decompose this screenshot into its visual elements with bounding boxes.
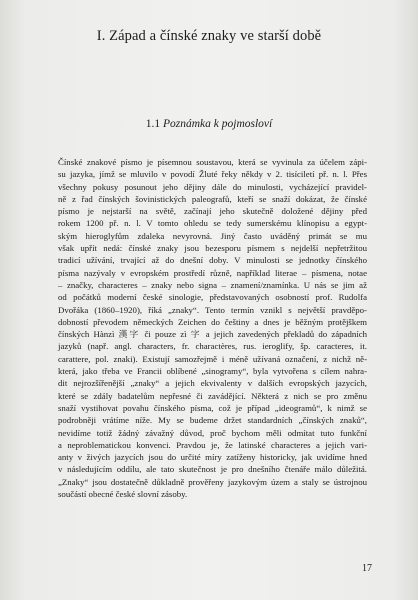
- text-line: které se zdály badatelům nepřesné či zavádějící. Některá z nich se pro změnu: [58, 390, 367, 401]
- text-line: všechny pokusy posunout jeho dějiny dále do minulosti, vycházející pravidel-: [58, 181, 367, 192]
- text-line: su jazyka, jímž se mluvilo v povodí Žluté řeky někdy v 2. tisíciletí př. n. l. Přes: [58, 169, 367, 180]
- text-line: od počátků moderní české sinologie, představovaných osobností prof. Rudolfa: [58, 292, 367, 303]
- text-line: čínských Hànzì 漢字 či pouze zì 字 a jejich zavedených překladů do západních: [58, 329, 367, 340]
- text-line: Dvořáka (1860–1920), říká „znaky“. Tento termín vznikl s největší pravděpo-: [58, 304, 367, 315]
- text-line: však upřít nedá: čínské znaky jsou bezesporu písmem s nejdelší nepřetržitou: [58, 243, 367, 254]
- text-line: – značky, characteres – znaky nebo signa – znamení/znamínka. U nás se jim až: [58, 279, 367, 290]
- text-line: v následujícím oddílu, ale tato skutečnost je pro dnešního čtenáře málo důležitá.: [58, 464, 367, 475]
- text-line: anty v živých jazycích jsou do určité míry zatíženy historicky, jak uvidíme hned: [58, 452, 367, 463]
- text-line: nevidíme totiž žádný závažný důvod, proč bychom měli odmítat tuto funkční: [58, 427, 367, 438]
- text-line: ským hieroglyfům zdaleka nevyrovná. Jiný často uváděný primát se mu: [58, 230, 367, 241]
- text-line: carattere, pol. znaki). Existují samozřejmě i méně užívaná označení, z nichž ně-: [58, 353, 367, 364]
- page-number: 17: [362, 563, 372, 574]
- text-line: písmo je nejstarší na světě, začínají jeho skutečně doložené dějiny před: [58, 206, 367, 217]
- text-line: rokem 1200 př. n. l. V tomto ohledu se tedy sumerskému klínopisu a egypt-: [58, 218, 367, 229]
- text-line: „Znaky“ jsou dostatečně důkladně prověřeny jazykovým územ a staly se ústrojnou: [58, 476, 367, 487]
- chapter-title: I. Západ a čínské znaky ve starší době: [96, 28, 322, 44]
- text-line: podrobněji vrátíme níže. My se budeme držet standardních „čínských znaků“,: [58, 415, 367, 426]
- section-title: Poznámka k pojmosloví: [163, 118, 273, 130]
- text-line: tradicí užívání, trvající až do dnešní doby. V minulosti se jednotky čínského: [58, 255, 367, 266]
- text-line: dobností převodem německých Zeichen do češtiny a dnes je běžným protějškem: [58, 316, 367, 327]
- section-heading: [0, 118, 418, 130]
- text-line: ně z řad čínských šovinistických paleografů, kteří se snaží dokázat, že čínské: [58, 193, 367, 204]
- text-line: a neproblematickou konvenci. Pravdou je, že latinské characteres a jejich vari-: [58, 439, 367, 450]
- text-line: která, jako třeba ve Francii oblíbené „sinogramy“, byla vytvořena s cílem nahra-: [58, 366, 367, 377]
- text-line: dit nejrozšířenější „znaky“ a jejich ekvivalenty v dalších evropských jazycích,: [58, 378, 367, 389]
- text-line: Čínské znakové písmo je písemnou soustavou, která se vyvinula za účelem zápi-: [58, 157, 367, 167]
- body-text: [58, 156, 367, 500]
- text-line: jazyků (např. angl. characters, fr. charactères, rus. ieroglify, šp. caracteres, it.: [58, 341, 367, 352]
- text-line: součástí obecné české slovní zásoby.: [58, 489, 188, 500]
- text-line: snaží vystihovat povahu čínského písma, což je případ „ideogramů“, k nimž se: [58, 402, 367, 413]
- text-line: písma nazývaly v evropském prostředí různě, například literae – písmena, notae: [58, 267, 367, 278]
- section-number: 1.1: [145, 118, 161, 130]
